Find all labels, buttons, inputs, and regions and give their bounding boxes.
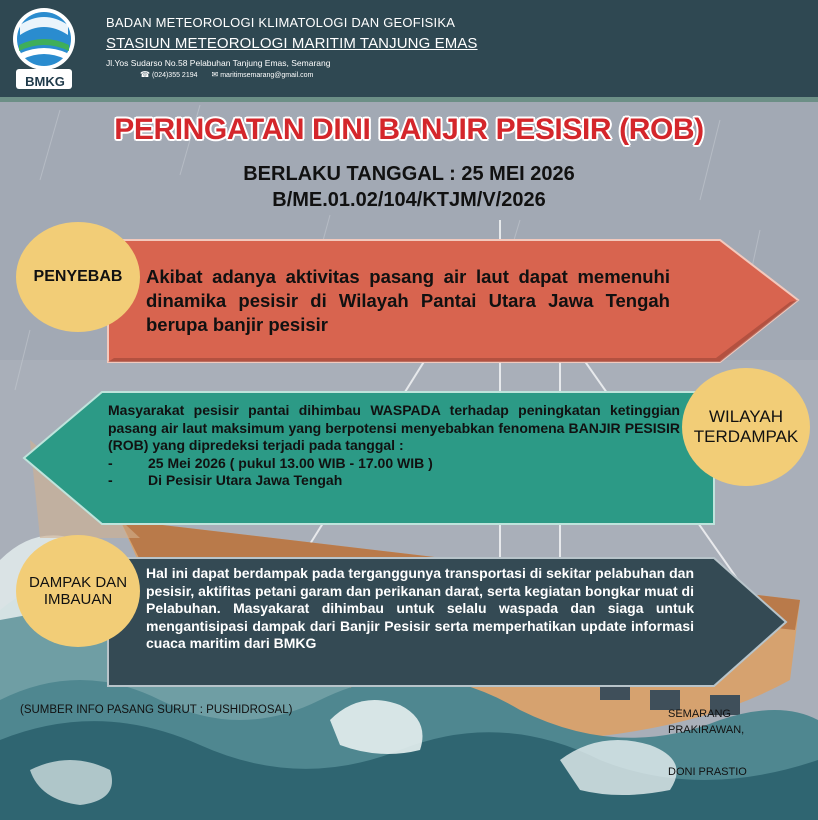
affected-list-item [108,455,680,473]
header-bar [0,0,818,100]
affected-list-item [108,472,680,490]
valid-date: BERLAKU TANGGAL : 25 MEI 2026 [243,163,575,185]
page-title: PERINGATAN DINI BANJIR PESISIR (ROB) [114,113,704,146]
cause-label: PENYEBAB [33,268,123,285]
signoff-city: SEMARANG [668,708,731,720]
impact-label-circle [16,535,140,647]
affected-text-block [108,402,680,490]
contact-info [140,70,313,79]
forecaster-name: DONI PRASTIO [668,766,747,778]
phone-contact [140,70,198,79]
cause-label-circle [16,222,140,332]
email-contact [212,70,314,79]
header-divider [0,97,818,102]
affected-date-item: 25 Mei 2026 ( pukul 13.00 WIB - 17.00 WIB ) [148,454,433,471]
email-address: maritimsemarang@gmail.com [220,72,314,79]
organization-name: BADAN METEOROLOGI KLIMATOLOGI DAN GEOFISIKA [106,15,456,30]
tide-source-note: (SUMBER INFO PASANG SURUT : PUSHIDROSAL) [20,704,293,716]
signoff-role: PRAKIRAWAN, [668,724,745,736]
affected-label-line1: WILAYAH [708,407,783,426]
phone-number: (024)355 2194 [151,72,198,79]
document-number: B/ME.01.02/104/KTJM/V/2026 [272,189,546,211]
affected-label-circle [682,368,810,486]
impact-label-line2: IMBAUAN [43,591,113,608]
list-dash: - [108,454,113,471]
station-name: STASIUN METEOROLOGI MARITIM TANJUNG EMAS [106,35,478,52]
affected-area-item: Di Pesisir Utara Jawa Tengah [148,472,343,488]
station-address: Jl.Yos Sudarso No.58 Pelabuhan Tanjung Emas, Semarang [106,58,331,68]
impact-label-line1: DAMPAK DAN [28,574,128,591]
affected-intro: Masyarakat pesisir pantai dihimbau WASPADA terhadap peningkatan ketinggian pasang air laut maksimum yang berpotensi menyebabkan fenomena BANJIR PESISIR (ROB) yang dipredeksi terjadi pada tanggal : [108,402,680,453]
phone-icon: ☎ [140,70,150,79]
affected-label-line2: TERDAMPAK [693,427,799,446]
impact-text: Hal ini dapat berdampak pada terganggunya transportasi di sekitar pelabuhan dan pesisir, aktifitas petani garam dan perikanan darat, serta kegiatan bongkar muat di Pelabuhan. Masyakarat dihimbau untuk selalu waspada dan siaga untuk mengantisipasi dampak dari Banjir Pesisir serta memperhatikan update informasi cuaca maritim dari BMKG [146,565,694,651]
cause-text: Akibat adanya aktivitas pasang air laut dapat memenuhi dinamika pesisir di Wilayah Pantai Utara Jawa Tengah berupa banjir pesisir [146,266,670,335]
email-icon: ✉ [211,70,219,79]
logo-text: BMKG [25,74,65,89]
list-dash: - [108,472,113,488]
